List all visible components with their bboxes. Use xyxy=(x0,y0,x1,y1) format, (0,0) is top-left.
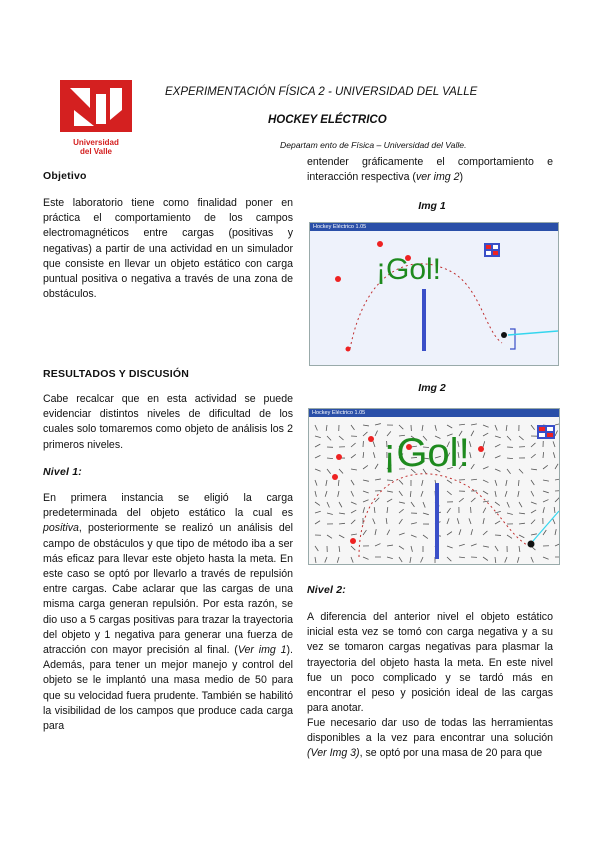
university-logo xyxy=(60,80,132,156)
simulator-screenshot-2 xyxy=(308,408,560,565)
level2-paragraph-1: A diferencia del anterior nivel el objeto estático inicial esta vez se tomó con carga negativa y a su vez se tomaron cargas negativas para plasmar la trayectoria del objeto hasta la meta. En este nivel fue un poco complicado y se tardó más en encontrar el peso y posición ideal de las cargas para anotar. xyxy=(307,611,553,715)
field-line xyxy=(387,480,393,481)
sim-field-1 xyxy=(310,231,558,365)
page-title: EXPERIMENTACIÓN FÍSICA 2 - UNIVERSIDAD DEL VALLE xyxy=(165,86,478,98)
level2-paragraph-2 xyxy=(307,716,553,762)
simulator-screenshot-1 xyxy=(309,222,559,366)
logo-text-line2: del Valle xyxy=(79,147,113,156)
results-heading: RESULTADOS Y DISCUSIÓN xyxy=(43,368,189,380)
level2-text-a: Fue necesario dar uso de todas las herramientas disponibles a la vez para encontrar una solución xyxy=(307,717,553,745)
level1-text-a: En primera instancia se eligió la carga predeterminada del objeto estático la cual es xyxy=(43,492,293,520)
level1-paragraph xyxy=(43,491,293,734)
level1-positive-em: positiva xyxy=(43,522,79,535)
continuation-text: entender gráficamente el comportamiento e interacción respectiva ( xyxy=(307,156,553,184)
level1-img-ref: Ver img 1 xyxy=(237,644,287,657)
sim-titlebar-2: Hockey Eléctrico 1.05 xyxy=(309,409,559,417)
document-subtitle: HOCKEY ELÉCTRICO xyxy=(268,114,387,126)
continuation-end: ) xyxy=(459,171,464,184)
gol-banner-1: ¡Gol! xyxy=(376,253,442,286)
results-intro: Cabe recalcar que en esta actividad se puede evidenciar distintos niveles de dificultad de los cuales solo tomaremos como objeto de análisis los 2 primeros niveles. xyxy=(43,393,293,451)
continuation-img-ref: ver img 2 xyxy=(415,171,460,184)
gol-banner-2: ¡Gol! xyxy=(383,431,470,475)
objective-text: Este laboratorio tiene como finalidad poner en práctica el comportamiento de los campos electromagnéticos entre cargas (positivas y negativas) a partir de una actividad en un simulador que consiste en llevar un objeto estático con carga puntual positiva o negativa a través de una zona de obstáculos. xyxy=(43,197,293,301)
level1-text-c: ). Además, para tener un mejor manejo y control del objeto se le implantó una masa medio de 50 para que su velocidad fuera prudente. También se habilitó la visibilidad de los campos que produce cada carga para xyxy=(43,644,293,733)
continuation-paragraph xyxy=(307,155,553,185)
level2-img-ref: (Ver Img 3) xyxy=(307,747,360,760)
level2-heading: Nivel 2: xyxy=(307,584,346,596)
sim-titlebar: Hockey Eléctrico 1.05 xyxy=(310,223,558,231)
field-line xyxy=(518,480,519,486)
img1-caption: Img 1 xyxy=(418,200,446,212)
logo-text-line1: Universidad xyxy=(73,138,119,147)
department-line: Departam ento de Física – Universidad del Valle. xyxy=(280,140,467,150)
level1-heading: Nivel 1: xyxy=(43,466,82,478)
logo-mark-icon xyxy=(60,80,132,132)
objective-heading: Objetivo xyxy=(43,170,87,182)
img2-caption: Img 2 xyxy=(418,382,446,394)
field-line xyxy=(543,452,544,458)
level2-text-b: , se optó por una masa de 20 para que xyxy=(359,747,543,760)
level1-text-b: , posteriormente se realizó un análisis del campo de obstáculos y que tipo de método iba a ser más eficaz para llevar este objeto hasta la meta. En este caso se optó por llevarlo a través de repulsión entre cargas. Cabe aclarar que las cargas de una misma carga generan repulsión. Por esta razón, se dio uso a 5 cargas positivas para trazar la trayectoria del objeto y 1 negativa para generar una fuerza de atracción con mayor precisión al final. ( xyxy=(43,522,293,657)
